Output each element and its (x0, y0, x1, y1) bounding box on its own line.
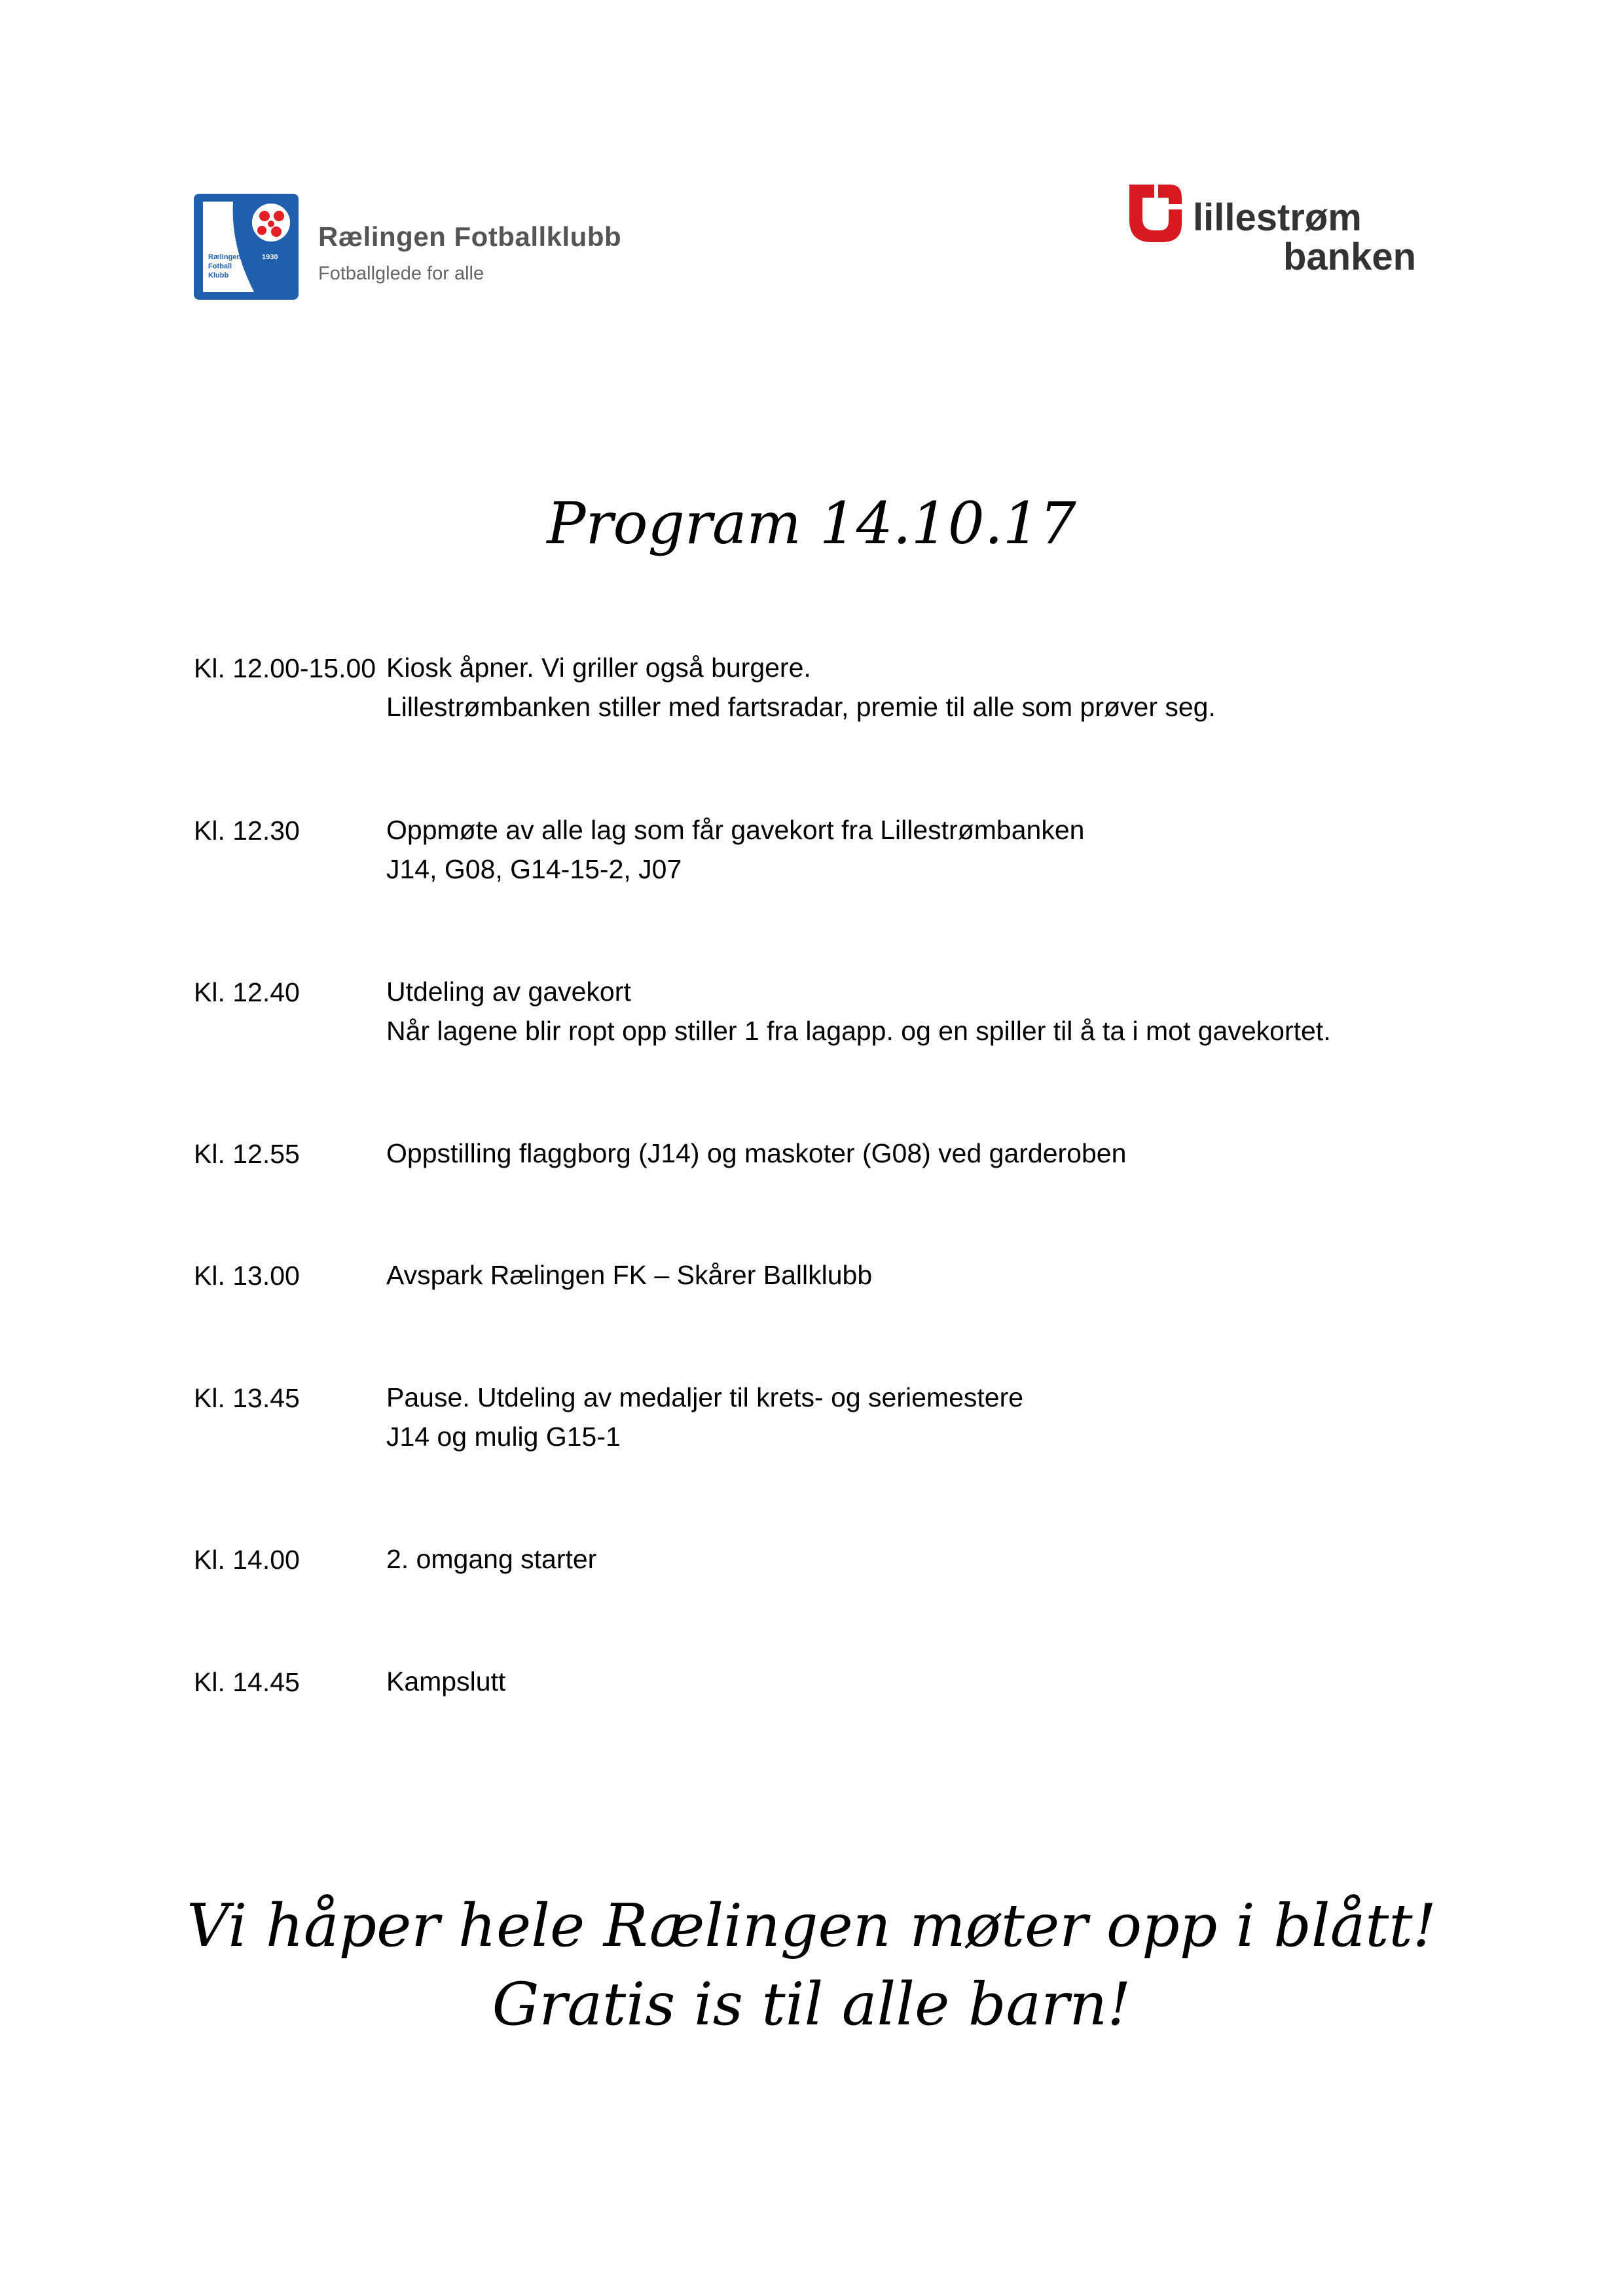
schedule-item (386, 810, 1084, 889)
schedule-line: Kiosk åpner. Vi griller også burgere. (386, 653, 811, 683)
svg-text:Rælingen: Rælingen (208, 253, 242, 261)
schedule-item (386, 648, 1216, 726)
schedule-time: Kl. 13.00 (194, 1261, 300, 1291)
bank-name-line2: banken (1283, 236, 1417, 278)
schedule-time: Kl. 12.00-15.00 (194, 653, 376, 683)
svg-text:1930: 1930 (262, 253, 278, 261)
svg-text:Klubb: Klubb (208, 272, 229, 279)
closing-line-1: Vi håper hele Rælingen møter opp i blått! (187, 1892, 1436, 1960)
club-logo (194, 194, 299, 300)
schedule-item (386, 1539, 596, 1579)
schedule-line: Oppstilling flaggborg (J14) og maskoter (G08) ved garderoben (386, 1138, 1127, 1168)
schedule-item (386, 1662, 505, 1701)
schedule-time: Kl. 14.00 (194, 1545, 300, 1575)
schedule-line: Når lagene blir ropt opp stiller 1 fra lagapp. og en spiller til å ta i mot gavekortet. (386, 1016, 1331, 1046)
schedule-item (386, 1255, 872, 1295)
schedule-line: J14 og mulig G15-1 (386, 1422, 621, 1452)
bank-name-line1: lillestrøm (1193, 196, 1362, 239)
schedule-line: J14, G08, G14-15-2, J07 (386, 854, 682, 884)
schedule-line: 2. omgang starter (386, 1544, 597, 1574)
club-name: Rælingen Fotballklubb (318, 221, 622, 252)
schedule-line: Avspark Rælingen FK – Skårer Ballklubb (386, 1260, 873, 1290)
closing-line-2: Gratis is til alle barn! (492, 1970, 1131, 2039)
club-tagline: Fotballglede for alle (318, 263, 484, 284)
schedule-time: Kl. 12.55 (194, 1139, 300, 1169)
schedule-time: Kl. 12.40 (194, 977, 300, 1007)
schedule-time: Kl. 14.45 (194, 1667, 300, 1697)
schedule-time: Kl. 13.45 (194, 1383, 300, 1413)
schedule-item (386, 1378, 1023, 1456)
schedule-line: Utdeling av gavekort (386, 977, 631, 1007)
page-title: Program 14.10.17 (547, 490, 1076, 557)
schedule-time: Kl. 12.30 (194, 816, 300, 846)
svg-text:Fotball: Fotball (208, 262, 232, 270)
schedule-item (386, 972, 1331, 1050)
schedule-line: Lillestrømbanken stiller med fartsradar, premie til alle som prøver seg. (386, 692, 1216, 722)
schedule-line: Pause. Utdeling av medaljer til krets- og seriemestere (386, 1382, 1024, 1412)
bank-logo-icon (1123, 178, 1188, 243)
schedule-item (386, 1134, 1126, 1173)
schedule-line: Kampslutt (386, 1666, 506, 1696)
schedule-line: Oppmøte av alle lag som får gavekort fra Lillestrømbanken (386, 815, 1085, 845)
